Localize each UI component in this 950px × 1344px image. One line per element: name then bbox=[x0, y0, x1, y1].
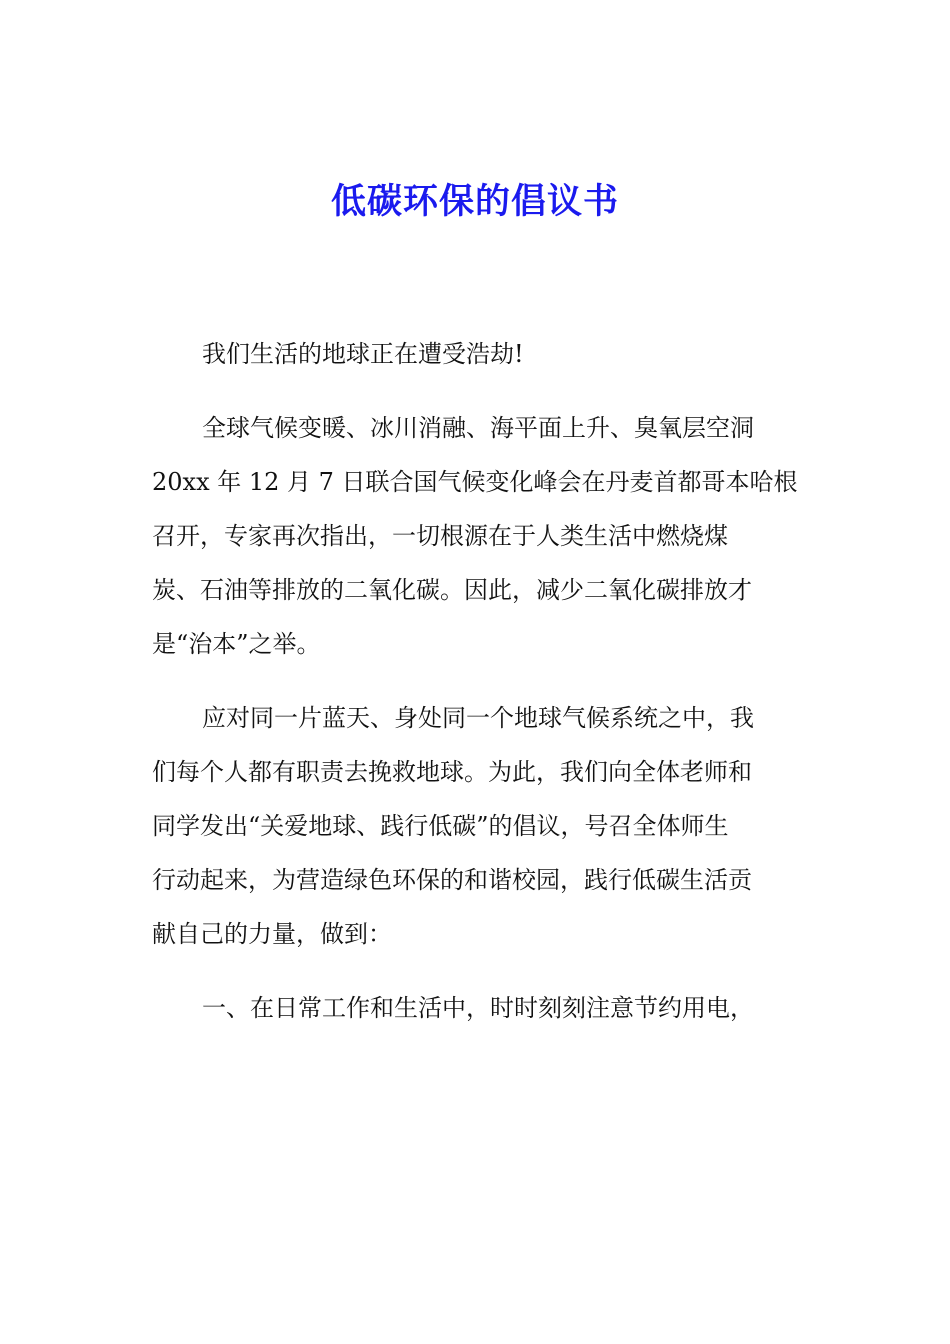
paragraph-4 bbox=[152, 981, 812, 1035]
document-title: 低碳环保的倡议书 bbox=[330, 181, 619, 222]
paragraph-line: 炭、石油等排放的二氧化碳。因此，减少二氧化碳排放才 bbox=[152, 576, 752, 604]
paragraph-line: 应对同一片蓝天、身处同一个地球气候系统之中，我 bbox=[202, 704, 754, 732]
paragraph-line: 献自己的力量，做到： bbox=[152, 920, 392, 948]
paragraph-line: 一、在日常工作和生活中，时时刻刻注意节约用电， bbox=[202, 994, 754, 1022]
document-body bbox=[152, 327, 812, 1055]
paragraph-line: 全球气候变暖、冰川消融、海平面上升、臭氧层空洞 bbox=[202, 414, 754, 442]
paragraph-line: 们每个人都有职责去挽救地球。为此，我们向全体老师和 bbox=[152, 758, 752, 786]
paragraph-line: 同学发出“关爱地球、践行低碳”的倡议，号召全体师生 bbox=[152, 812, 729, 840]
paragraph-1 bbox=[152, 327, 812, 381]
paragraph-line: 召开，专家再次指出，一切根源在于人类生活中燃烧煤 bbox=[152, 522, 728, 550]
paragraph-line: 行动起来，为营造绿色环保的和谐校园，践行低碳生活贡 bbox=[152, 866, 752, 894]
paragraph-line: 20xx 年 12 月 7 日联合国气候变化峰会在丹麦首都哥本哈根 bbox=[152, 468, 798, 496]
paragraph-2 bbox=[152, 401, 812, 671]
paragraph-line: 是“治本”之举。 bbox=[152, 630, 321, 658]
paragraph-3 bbox=[152, 691, 812, 961]
paragraph-line: 我们生活的地球正在遭受浩劫! bbox=[202, 340, 524, 368]
